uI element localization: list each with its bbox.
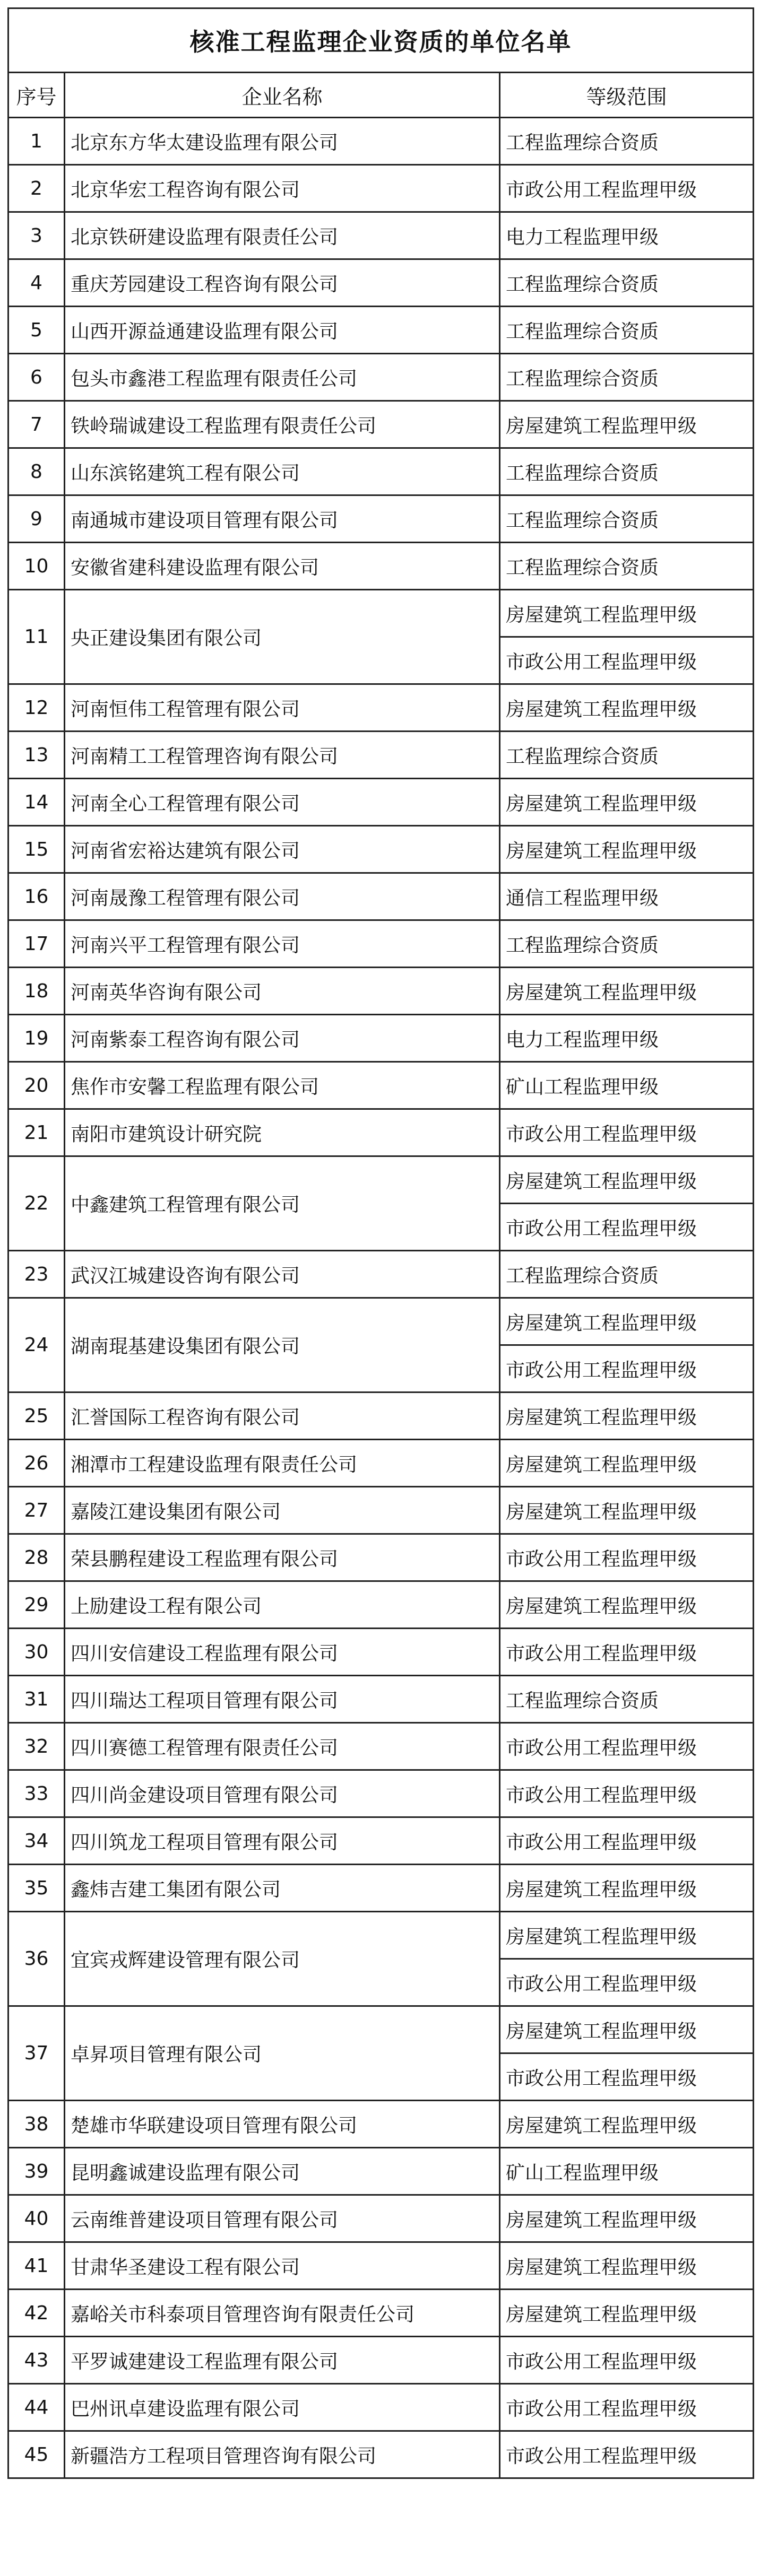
- header-grade-scope: 等级范围: [500, 73, 754, 118]
- header-seq: 序号: [8, 73, 65, 118]
- cell-grade-scope: 房屋建筑工程监理甲级: [500, 2290, 754, 2337]
- cell-seq: 19: [8, 1015, 65, 1062]
- table-row: [8, 1251, 754, 1298]
- cell-grade-scope: 市政公用工程监理甲级: [500, 1204, 754, 1251]
- table-row: [8, 2384, 754, 2431]
- cell-grade-scope: 工程监理综合资质: [500, 543, 754, 590]
- cell-seq: 11: [8, 590, 65, 684]
- cell-seq: 40: [8, 2195, 65, 2242]
- table-row: [8, 590, 754, 637]
- cell-seq: 5: [8, 307, 65, 354]
- table-row: [8, 968, 754, 1015]
- table-row: [8, 1393, 754, 1440]
- cell-seq: 37: [8, 2006, 65, 2101]
- cell-grade-scope: 电力工程监理甲级: [500, 1015, 754, 1062]
- table-row: [8, 2290, 754, 2337]
- cell-grade-scope: 矿山工程监理甲级: [500, 1062, 754, 1109]
- cell-seq: 29: [8, 1581, 65, 1629]
- table-row: [8, 2101, 754, 2148]
- cell-company-name: 嘉峪关市科泰项目管理咨询有限责任公司: [65, 2290, 500, 2337]
- qualification-list-document: [7, 7, 753, 2569]
- cell-seq: 36: [8, 1912, 65, 2006]
- cell-seq: 14: [8, 779, 65, 826]
- cell-grade-scope: 房屋建筑工程监理甲级: [500, 684, 754, 732]
- cell-grade-scope: 工程监理综合资质: [500, 448, 754, 495]
- cell-company-name: 河南兴平工程管理有限公司: [65, 920, 500, 968]
- table-row: [8, 1156, 754, 1204]
- cell-company-name: 平罗诚建建设工程监理有限公司: [65, 2337, 500, 2384]
- cell-grade-scope: 工程监理综合资质: [500, 259, 754, 307]
- cell-grade-scope: 市政公用工程监理甲级: [500, 1109, 754, 1156]
- cell-company-name: 四川瑞达工程项目管理有限公司: [65, 1676, 500, 1723]
- cell-company-name: 南通城市建设项目管理有限公司: [65, 495, 500, 543]
- table-row: [8, 1676, 754, 1723]
- cell-seq: 38: [8, 2101, 65, 2148]
- table-row: [8, 543, 754, 590]
- cell-company-name: 昆明鑫诚建设监理有限公司: [65, 2148, 500, 2195]
- cell-grade-scope: 房屋建筑工程监理甲级: [500, 2195, 754, 2242]
- cell-grade-scope: 工程监理综合资质: [500, 354, 754, 401]
- table-row: [8, 2195, 754, 2242]
- table-row: [8, 779, 754, 826]
- cell-grade-scope: 房屋建筑工程监理甲级: [500, 1298, 754, 1345]
- cell-grade-scope: 房屋建筑工程监理甲级: [500, 826, 754, 873]
- cell-grade-scope: 房屋建筑工程监理甲级: [500, 2242, 754, 2290]
- table-row: [8, 354, 754, 401]
- cell-grade-scope: 市政公用工程监理甲级: [500, 1629, 754, 1676]
- cell-grade-scope: 房屋建筑工程监理甲级: [500, 2006, 754, 2053]
- cell-grade-scope: 市政公用工程监理甲级: [500, 1770, 754, 1817]
- cell-company-name: 巴州讯卓建设监理有限公司: [65, 2384, 500, 2431]
- cell-seq: 27: [8, 1487, 65, 1534]
- table-row: [8, 118, 754, 165]
- cell-grade-scope: 房屋建筑工程监理甲级: [500, 2101, 754, 2148]
- table-row: [8, 1581, 754, 1629]
- table-row: [8, 826, 754, 873]
- cell-company-name: 中鑫建筑工程管理有限公司: [65, 1156, 500, 1251]
- table-row: [8, 1015, 754, 1062]
- cell-grade-scope: 房屋建筑工程监理甲级: [500, 590, 754, 637]
- cell-company-name: 山东滨铭建筑工程有限公司: [65, 448, 500, 495]
- cell-company-name: 河南晟豫工程管理有限公司: [65, 873, 500, 920]
- table-row: [8, 307, 754, 354]
- cell-company-name: 山西开源益通建设监理有限公司: [65, 307, 500, 354]
- cell-grade-scope: 工程监理综合资质: [500, 495, 754, 543]
- cell-seq: 13: [8, 732, 65, 779]
- cell-seq: 24: [8, 1298, 65, 1393]
- cell-company-name: 武汉江城建设咨询有限公司: [65, 1251, 500, 1298]
- cell-seq: 28: [8, 1534, 65, 1581]
- cell-seq: 31: [8, 1676, 65, 1723]
- document-title: 核准工程监理企业资质的单位名单: [8, 8, 754, 73]
- cell-seq: 41: [8, 2242, 65, 2290]
- table-row: [8, 732, 754, 779]
- cell-seq: 9: [8, 495, 65, 543]
- cell-company-name: 央正建设集团有限公司: [65, 590, 500, 684]
- table-row: [8, 1912, 754, 1959]
- cell-company-name: 北京铁研建设监理有限责任公司: [65, 212, 500, 259]
- cell-grade-scope: 房屋建筑工程监理甲级: [500, 1912, 754, 1959]
- cell-company-name: 嘉陵江建设集团有限公司: [65, 1487, 500, 1534]
- table-row: [8, 873, 754, 920]
- cell-seq: 7: [8, 401, 65, 448]
- cell-company-name: 四川尚金建设项目管理有限公司: [65, 1770, 500, 1817]
- cell-seq: 21: [8, 1109, 65, 1156]
- cell-grade-scope: 房屋建筑工程监理甲级: [500, 1487, 754, 1534]
- cell-company-name: 包头市鑫港工程监理有限责任公司: [65, 354, 500, 401]
- cell-company-name: 四川安信建设工程监理有限公司: [65, 1629, 500, 1676]
- cell-company-name: 北京东方华太建设监理有限公司: [65, 118, 500, 165]
- cell-grade-scope: 矿山工程监理甲级: [500, 2148, 754, 2195]
- cell-company-name: 宜宾戎辉建设管理有限公司: [65, 1912, 500, 2006]
- cell-grade-scope: 市政公用工程监理甲级: [500, 1723, 754, 1770]
- cell-grade-scope: 房屋建筑工程监理甲级: [500, 1393, 754, 1440]
- cell-seq: 15: [8, 826, 65, 873]
- table-row: [8, 920, 754, 968]
- cell-company-name: 南阳市建筑设计研究院: [65, 1109, 500, 1156]
- table-row: [8, 401, 754, 448]
- cell-grade-scope: 市政公用工程监理甲级: [500, 2431, 754, 2478]
- cell-grade-scope: 电力工程监理甲级: [500, 212, 754, 259]
- cell-grade-scope: 工程监理综合资质: [500, 1251, 754, 1298]
- cell-grade-scope: 房屋建筑工程监理甲级: [500, 1865, 754, 1912]
- cell-company-name: 河南英华咨询有限公司: [65, 968, 500, 1015]
- table-row: [8, 1817, 754, 1865]
- cell-grade-scope: 工程监理综合资质: [500, 1676, 754, 1723]
- table-row: [8, 1629, 754, 1676]
- cell-company-name: 河南精工工程管理咨询有限公司: [65, 732, 500, 779]
- cell-company-name: 汇誉国际工程咨询有限公司: [65, 1393, 500, 1440]
- cell-seq: 30: [8, 1629, 65, 1676]
- cell-company-name: 甘肃华圣建设工程有限公司: [65, 2242, 500, 2290]
- cell-grade-scope: 房屋建筑工程监理甲级: [500, 1581, 754, 1629]
- cell-seq: 25: [8, 1393, 65, 1440]
- cell-seq: 32: [8, 1723, 65, 1770]
- cell-seq: 45: [8, 2431, 65, 2478]
- cell-grade-scope: 市政公用工程监理甲级: [500, 1817, 754, 1865]
- cell-grade-scope: 房屋建筑工程监理甲级: [500, 401, 754, 448]
- table-row: [8, 1723, 754, 1770]
- cell-grade-scope: 房屋建筑工程监理甲级: [500, 1440, 754, 1487]
- table-row: [8, 165, 754, 212]
- header-company-name: 企业名称: [65, 73, 500, 118]
- cell-seq: 26: [8, 1440, 65, 1487]
- cell-seq: 34: [8, 1817, 65, 1865]
- cell-company-name: 安徽省建科建设监理有限公司: [65, 543, 500, 590]
- cell-seq: 17: [8, 920, 65, 968]
- cell-company-name: 鑫炜吉建工集团有限公司: [65, 1865, 500, 1912]
- cell-seq: 1: [8, 118, 65, 165]
- cell-grade-scope: 市政公用工程监理甲级: [500, 165, 754, 212]
- cell-grade-scope: 工程监理综合资质: [500, 920, 754, 968]
- cell-seq: 12: [8, 684, 65, 732]
- table-row: [8, 1109, 754, 1156]
- cell-grade-scope: 市政公用工程监理甲级: [500, 2053, 754, 2101]
- cell-seq: 33: [8, 1770, 65, 1817]
- cell-company-name: 重庆芳园建设工程咨询有限公司: [65, 259, 500, 307]
- cell-seq: 23: [8, 1251, 65, 1298]
- cell-grade-scope: 工程监理综合资质: [500, 118, 754, 165]
- cell-company-name: 河南省宏裕达建筑有限公司: [65, 826, 500, 873]
- table-row: [8, 2006, 754, 2053]
- cell-grade-scope: 市政公用工程监理甲级: [500, 1345, 754, 1393]
- cell-grade-scope: 工程监理综合资质: [500, 732, 754, 779]
- cell-grade-scope: 市政公用工程监理甲级: [500, 637, 754, 684]
- cell-company-name: 上励建设工程有限公司: [65, 1581, 500, 1629]
- cell-company-name: 四川赛德工程管理有限责任公司: [65, 1723, 500, 1770]
- table-row: [8, 1487, 754, 1534]
- table-row: [8, 1298, 754, 1345]
- table-row: [8, 212, 754, 259]
- cell-company-name: 荣县鹏程建设工程监理有限公司: [65, 1534, 500, 1581]
- cell-seq: 44: [8, 2384, 65, 2431]
- cell-grade-scope: 通信工程监理甲级: [500, 873, 754, 920]
- cell-company-name: 楚雄市华联建设项目管理有限公司: [65, 2101, 500, 2148]
- table-body: [8, 118, 754, 2478]
- table-row: [8, 1770, 754, 1817]
- table-row: [8, 1534, 754, 1581]
- table-row: [8, 259, 754, 307]
- cell-seq: 18: [8, 968, 65, 1015]
- table-row: [8, 1440, 754, 1487]
- cell-grade-scope: 市政公用工程监理甲级: [500, 2337, 754, 2384]
- cell-company-name: 河南全心工程管理有限公司: [65, 779, 500, 826]
- cell-grade-scope: 市政公用工程监理甲级: [500, 1534, 754, 1581]
- cell-seq: 6: [8, 354, 65, 401]
- cell-seq: 39: [8, 2148, 65, 2195]
- cell-seq: 3: [8, 212, 65, 259]
- table-row: [8, 2337, 754, 2384]
- table-row: [8, 2148, 754, 2195]
- table-row: [8, 2431, 754, 2478]
- table-row: [8, 1062, 754, 1109]
- cell-grade-scope: 房屋建筑工程监理甲级: [500, 1156, 754, 1204]
- cell-grade-scope: 房屋建筑工程监理甲级: [500, 779, 754, 826]
- table-row: [8, 2242, 754, 2290]
- cell-company-name: 焦作市安馨工程监理有限公司: [65, 1062, 500, 1109]
- cell-seq: 2: [8, 165, 65, 212]
- cell-seq: 4: [8, 259, 65, 307]
- cell-company-name: 卓昇项目管理有限公司: [65, 2006, 500, 2101]
- cell-company-name: 云南维普建设项目管理有限公司: [65, 2195, 500, 2242]
- cell-company-name: 四川筑龙工程项目管理有限公司: [65, 1817, 500, 1865]
- cell-seq: 35: [8, 1865, 65, 1912]
- cell-company-name: 北京华宏工程咨询有限公司: [65, 165, 500, 212]
- cell-seq: 43: [8, 2337, 65, 2384]
- cell-company-name: 河南紫泰工程咨询有限公司: [65, 1015, 500, 1062]
- cell-company-name: 湘潭市工程建设监理有限责任公司: [65, 1440, 500, 1487]
- cell-company-name: 新疆浩方工程项目管理咨询有限公司: [65, 2431, 500, 2478]
- table-row: [8, 684, 754, 732]
- cell-seq: 22: [8, 1156, 65, 1251]
- qualification-table: [7, 7, 754, 2479]
- cell-seq: 16: [8, 873, 65, 920]
- cell-grade-scope: 房屋建筑工程监理甲级: [500, 968, 754, 1015]
- cell-company-name: 湖南琨基建设集团有限公司: [65, 1298, 500, 1393]
- cell-seq: 42: [8, 2290, 65, 2337]
- cell-grade-scope: 市政公用工程监理甲级: [500, 1959, 754, 2006]
- cell-company-name: 铁岭瑞诚建设工程监理有限责任公司: [65, 401, 500, 448]
- table-row: [8, 495, 754, 543]
- cell-seq: 10: [8, 543, 65, 590]
- cell-company-name: 河南恒伟工程管理有限公司: [65, 684, 500, 732]
- table-row: [8, 448, 754, 495]
- table-row: [8, 1865, 754, 1912]
- cell-seq: 8: [8, 448, 65, 495]
- cell-grade-scope: 市政公用工程监理甲级: [500, 2384, 754, 2431]
- cell-grade-scope: 工程监理综合资质: [500, 307, 754, 354]
- cell-seq: 20: [8, 1062, 65, 1109]
